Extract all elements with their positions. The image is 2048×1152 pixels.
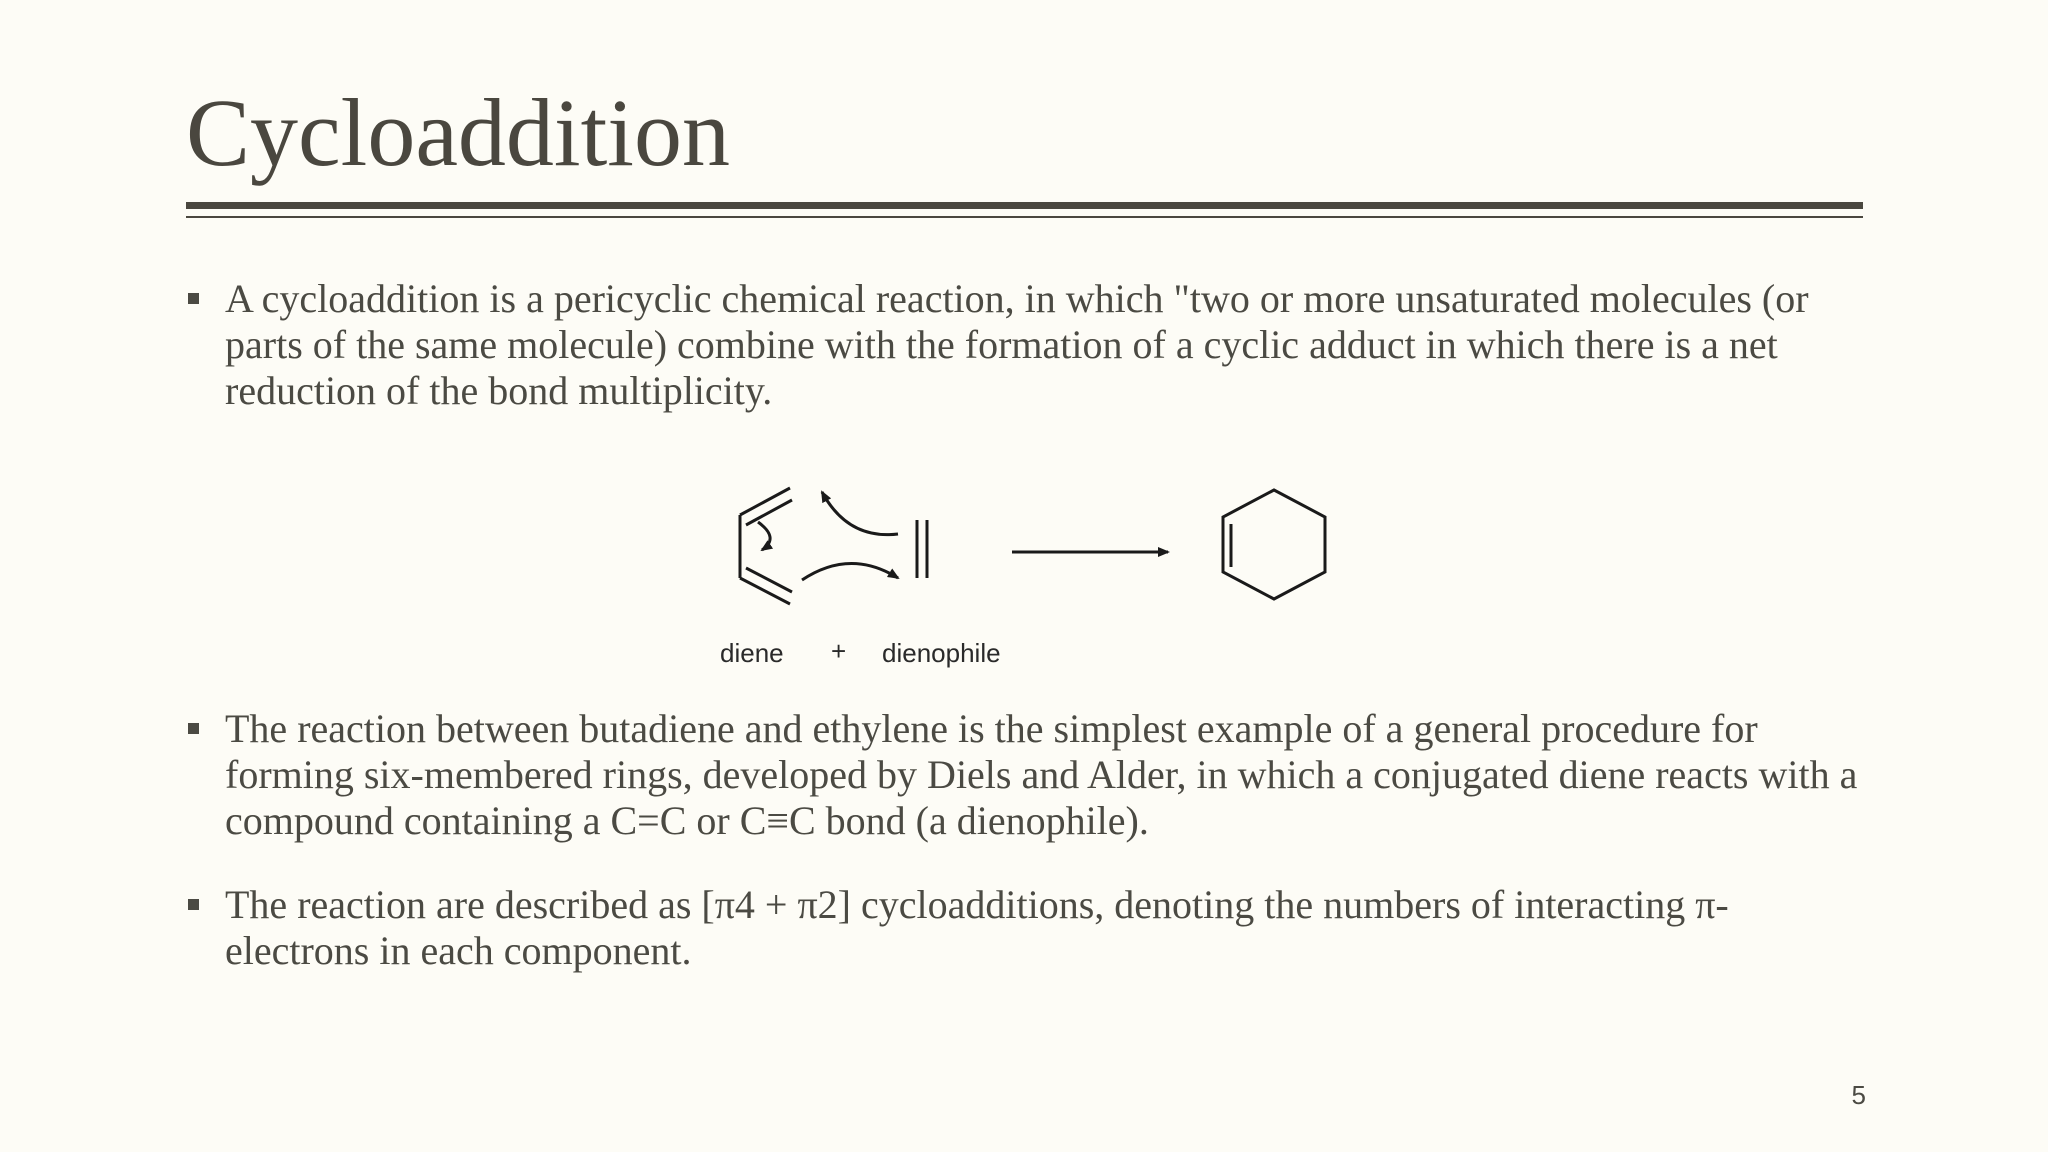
diene-structure [740,488,792,604]
slide-title: Cycloaddition [186,79,730,186]
title-divider-thick [186,202,1863,209]
bullet-definition [186,276,1866,414]
dienophile-label: dienophile [882,638,1001,668]
bullet-square-icon [188,723,199,734]
plus-sign: + [831,636,847,666]
dienophile-structure [917,520,927,578]
bullet-text: The reaction between butadiene and ethylene is the simplest example of a general procedure for forming six-membered rings, developed by Diels and Alder, in which a conjugated diene reacts with a compound containing a C=C or C≡C bond (a dienophile). [225,706,1858,843]
bullet-square-icon [188,293,199,304]
page-number: 5 [1851,1080,1866,1110]
diels-alder-reaction-scheme [700,470,1340,680]
title-divider-thin [186,216,1863,218]
bullet-square-icon [188,899,199,910]
bullet-text: The reaction are described as [π4 + π2] cycloadditions, denoting the numbers of interacting π-electrons in each component. [225,882,1729,973]
electron-flow-arrows [802,492,898,580]
bullet-pi-electrons [186,882,1866,974]
diene-label: diene [720,638,784,668]
bullet-text: A cycloaddition is a pericyclic chemical reaction, in which "two or more unsaturated molecules (or parts of the same molecule) combine with the formation of a cyclic adduct in which there is a net reduction of the bond multiplicity. [225,276,1809,413]
bullet-diels-alder [186,706,1866,844]
cyclohexene-structure [1223,490,1325,599]
